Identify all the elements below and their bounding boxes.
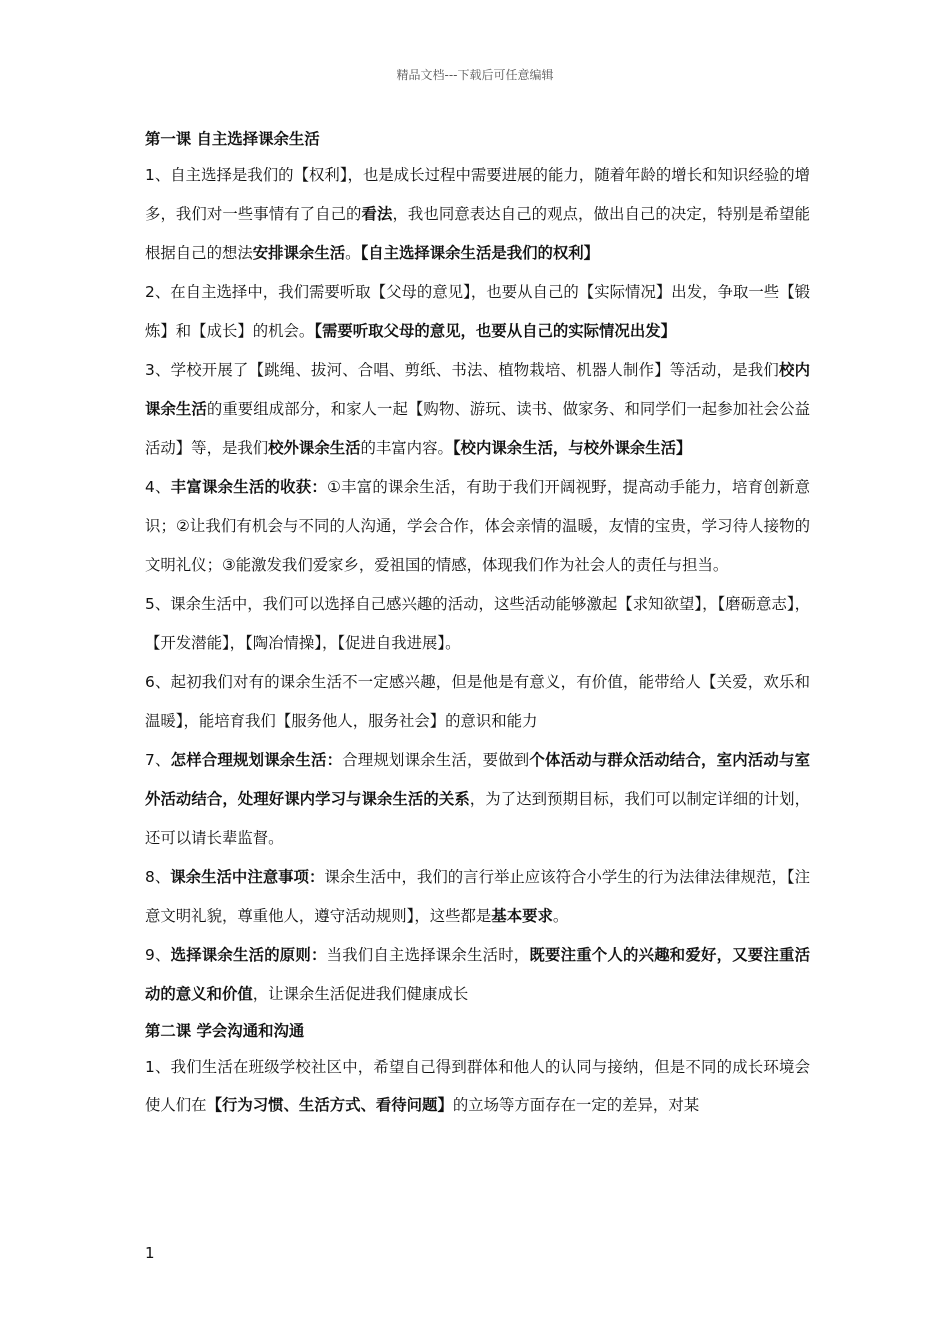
lesson2-title: 第二课 学会沟通和沟通 bbox=[145, 1022, 305, 1040]
lesson1-para-6: 6、起初我们对有的课余生活不一定感兴趣，但是他是有意义，有价值，能带给人【关爱，欢乐和温暖】，能培育我们【服务他人，服务社会】的意识和能力 bbox=[145, 673, 810, 730]
lesson1-para-9: 9、选择课余生活的原则：当我们自主选择课余生活时，既要注重个人的兴趣和爱好，又要注重活动的意义和价值，让课余生活促进我们健康成长 bbox=[145, 946, 810, 1003]
lesson1-para-7: 7、怎样合理规划课余生活：合理规划课余生活，要做到个体活动与群众活动结合，室内活动与室外活动结合，处理好课内学习与课余生活的关系，为了达到预期目标，我们可以制定详细的计划，还可以请长辈监督。 bbox=[145, 751, 810, 847]
lesson1-para-8: 8、课余生活中注意事项：课余生活中，我们的言行举止应该符合小学生的行为法律法律规范，【注意文明礼貌，尊重他人，遵守活动规则】，这些都是基本要求。 bbox=[145, 868, 810, 925]
lesson1-para-1: 1、自主选择是我们的【权利】，也是成长过程中需要进展的能力，随着年龄的增长和知识经验的增多，我们对一些事情有了自己的看法，我也同意表达自己的观点，做出自己的决定，特别是希望能根据自己的想法安排课余生活。【自主选择课余生活是我们的权利】 bbox=[145, 166, 810, 262]
page-number: 1 bbox=[145, 1244, 155, 1262]
lesson1-para-3: 3、学校开展了【跳绳、拔河、合唱、剪纸、书法、植物栽培、机器人制作】等活动，是我们校内课余生活的重要组成部分，和家人一起【购物、游玩、读书、做家务、和同学们一起参加社会公益活动】等，是我们校外课余生活的丰富内容。【校内课余生活，与校外课余生活】 bbox=[145, 361, 810, 457]
lesson1-para-5: 5、课余生活中，我们可以选择自己感兴趣的活动，这些活动能够激起【求知欲望】，【磨砺意志】，【开发潜能】，【陶冶情操】，【促进自我进展】。 bbox=[145, 595, 810, 652]
page-header: 精品文档---下载后可任意编辑 bbox=[396, 68, 554, 82]
document-body bbox=[145, 122, 810, 1124]
lesson1-title: 第一课 自主选择课余生活 bbox=[145, 130, 320, 148]
lesson2-para-1: 1、我们生活在班级学校社区中，希望自己得到群体和他人的认同与接纳，但是不同的成长环境会使人们在【行为习惯、生活方式、看待问题】的立场等方面存在一定的差异，对某 bbox=[145, 1058, 810, 1114]
lesson1-para-4: 4、丰富课余生活的收获：①丰富的课余生活，有助于我们开阔视野，提高动手能力，培育创新意识；②让我们有机会与不同的人沟通，学会合作，体会亲情的温暖，友情的宝贵，学习待人接物的文明礼仪；③能激发我们爱家乡，爱祖国的情感，体现我们作为社会人的责任与担当。 bbox=[145, 478, 810, 574]
lesson1-para-2: 2、在自主选择中，我们需要听取【父母的意见】，也要从自己的【实际情况】出发，争取一些【锻炼】和【成长】的机会。【需要听取父母的意见，也要从自己的实际情况出发】 bbox=[145, 283, 810, 340]
